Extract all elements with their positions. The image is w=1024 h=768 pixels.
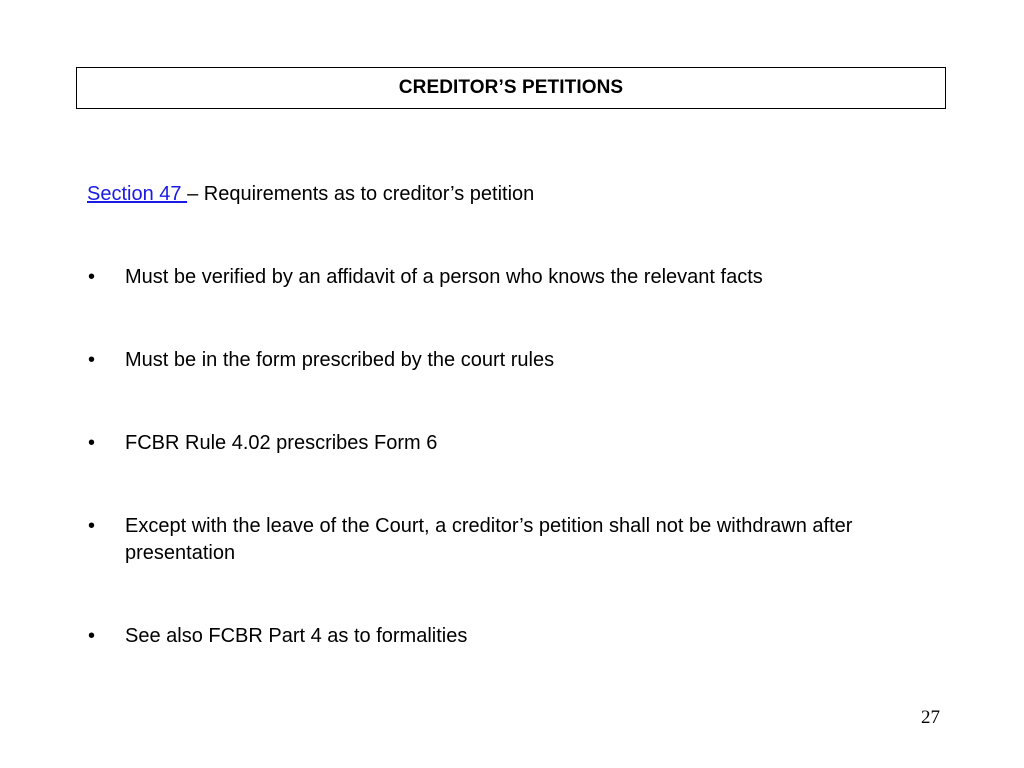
bullet-item-2 (87, 347, 927, 374)
bullet-icon: • (88, 349, 96, 371)
bullet-item-1 (87, 264, 927, 291)
bullet-item-5 (87, 623, 927, 650)
section-heading (87, 182, 534, 206)
bullet-item-4 (87, 513, 927, 567)
bullet-icon: • (88, 266, 96, 288)
title-box (76, 67, 946, 109)
bullet-text: See also FCBR Part 4 as to formalities (125, 625, 468, 647)
bullet-item-3 (87, 430, 927, 457)
section-description: – Requirements as to creditor’s petition (187, 183, 535, 205)
bullet-icon: • (88, 432, 96, 454)
bullet-text: Except with the leave of the Court, a creditor’s petition shall not be withdrawn after presentation (125, 515, 853, 564)
slide-title: CREDITOR’S PETITIONS (398, 77, 624, 98)
bullet-text: FCBR Rule 4.02 prescribes Form 6 (125, 432, 438, 454)
bullet-icon: • (88, 515, 96, 537)
page-number: 27 (921, 707, 940, 728)
section-47-link[interactable]: Section 47 (87, 183, 188, 205)
bullet-text: Must be verified by an affidavit of a person who knows the relevant facts (125, 266, 763, 288)
bullet-icon: • (88, 625, 96, 647)
bullet-text: Must be in the form prescribed by the court rules (125, 349, 555, 371)
